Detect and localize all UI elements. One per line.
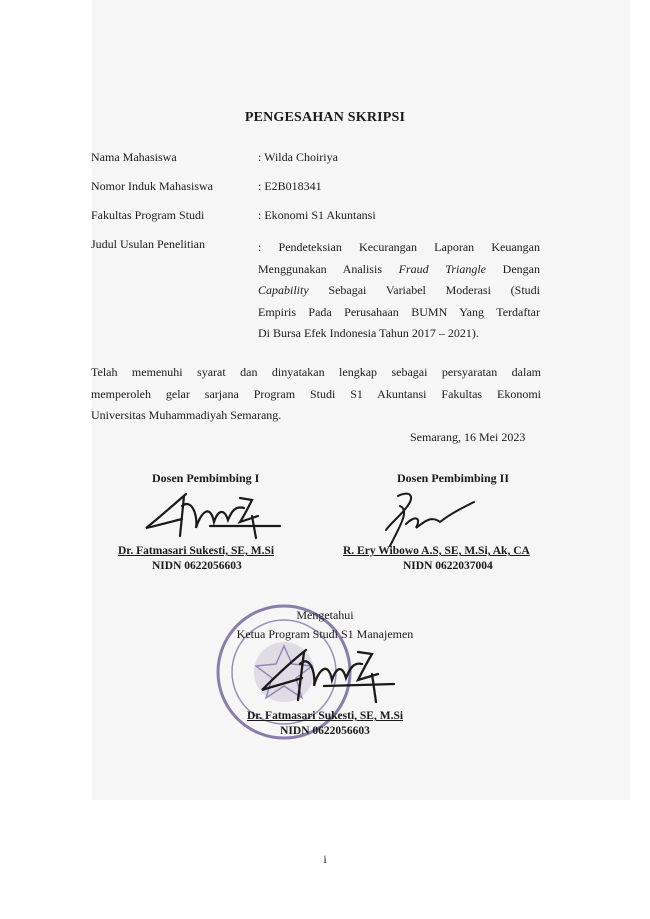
statement-line: Universitas Muhammadiyah Semarang.: [91, 408, 282, 422]
thesis-title-line: Menggunakan Analisis Fraud Triangle Dengan: [258, 261, 540, 276]
value-student-name: : Wilda Choiriya: [258, 150, 338, 164]
thesis-title-line: Empiris Pada Perusahaan BUMN Yang Terdaftar: [258, 304, 540, 319]
acknowledged-nidn: NIDN 0622056603: [280, 725, 370, 737]
page-number: i: [323, 852, 327, 866]
acknowledged-label: Mengetahui: [296, 608, 354, 622]
supervisor2-heading: Dosen Pembimbing II: [397, 471, 510, 485]
approval-statement: [91, 362, 541, 427]
value-faculty-program: : Ekonomi S1 Akuntansi: [258, 208, 376, 222]
supervisor2-nidn: NIDN 0622037004: [403, 560, 493, 572]
value-student-id: : E2B018341: [258, 179, 322, 193]
supervisor1-signature: [140, 486, 290, 546]
statement-line: memperoleh gelar sarjana Program Studi S1 Akuntansi Fakultas Ekonomi: [91, 386, 541, 401]
thesis-title-line: Capability Sebagai Variabel Moderasi (Studi: [258, 283, 540, 297]
supervisor1-nidn: NIDN 0622056603: [152, 560, 242, 572]
statement-line: Telah memenuhi syarat dan dinyatakan lengkap sebagai persyaratan dalam: [91, 365, 541, 379]
label-student-id: Nomor Induk Mahasiswa: [91, 179, 213, 193]
place-date: Semarang, 16 Mei 2023: [410, 430, 526, 444]
thesis-title-line: Di Bursa Efek Indonesia Tahun 2017 – 2021).: [258, 326, 479, 340]
label-faculty-program: Fakultas Program Studi: [91, 208, 205, 222]
document-title: PENGESAHAN SKRIPSI: [244, 110, 406, 125]
acknowledged-name: Dr. Fatmasari Sukesti, SE, M.Si: [246, 710, 404, 722]
thesis-title: [258, 237, 540, 345]
acknowledged-role: Ketua Program Studi S1 Manajemen: [236, 627, 414, 641]
supervisor2-name: R. Ery Wibowo A.S, SE, M.Si, Ak, CA: [343, 545, 530, 557]
supervisor1-heading: Dosen Pembimbing I: [152, 471, 260, 485]
acknowledged-signature: [254, 640, 404, 710]
thesis-title-line: : Pendeteksian Kecurangan Laporan Keuangan: [258, 240, 540, 254]
label-student-name: Nama Mahasiswa: [91, 150, 177, 164]
label-thesis-title: Judul Usulan Penelitian: [91, 237, 205, 251]
supervisor1-name: Dr. Fatmasari Sukesti, SE, M.Si: [118, 545, 275, 557]
